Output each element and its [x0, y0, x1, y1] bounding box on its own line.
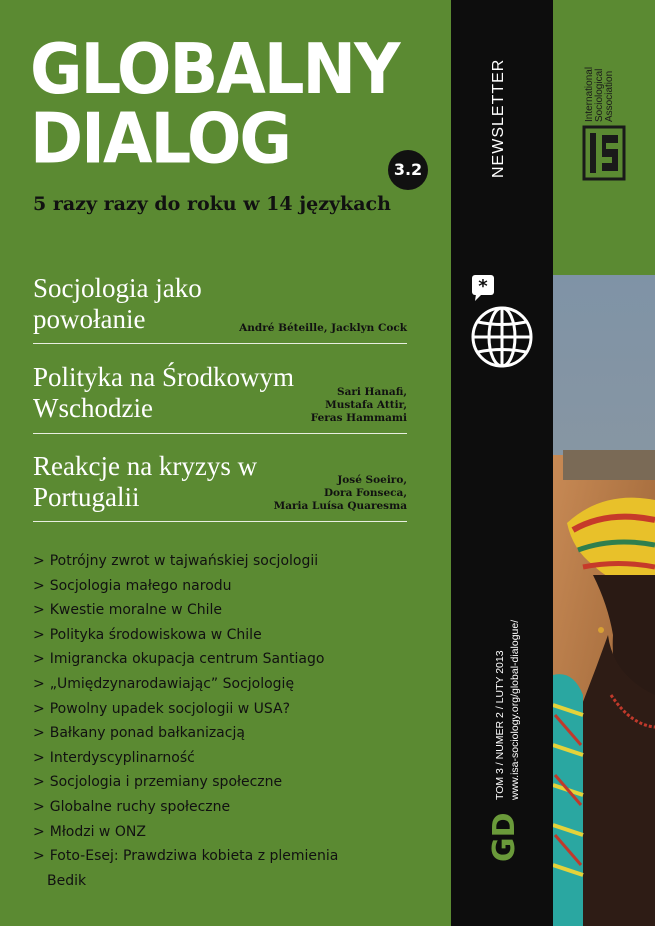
toc-marker: > — [33, 848, 45, 865]
toc-marker: > — [33, 553, 45, 569]
toc-marker: > — [33, 700, 45, 717]
isa-logo — [582, 125, 626, 181]
author-line: José Soeiro, — [337, 474, 407, 486]
masthead-line-2: DIALOG — [30, 99, 290, 180]
toc-marker: > — [33, 651, 45, 668]
table-of-contents — [33, 549, 393, 893]
toc-marker: > — [33, 798, 45, 815]
feature-title: Polityka na Środkowym Wschodzie — [33, 362, 294, 423]
masthead-title — [30, 30, 399, 180]
toc-item-label: Bałkany ponad bałkanizacją — [49, 725, 245, 742]
toc-item[interactable] — [33, 770, 393, 795]
cover-photo — [553, 275, 655, 926]
toc-item[interactable] — [33, 820, 393, 845]
volume-info: TOM 3 / NUMER 2 / LUTY 2013 — [494, 650, 506, 800]
toc-marker: > — [33, 725, 45, 742]
svg-text:*: * — [478, 276, 488, 297]
toc-item-label: Foto-Esej: Prawdziwa kobieta z plemienia Bedik — [47, 848, 339, 889]
issue-badge: 3.2 — [388, 150, 428, 190]
website-link[interactable]: www.isa-sociology.org/global-dialogue/ — [509, 619, 521, 800]
toc-item-label: Młodzi w ONZ — [49, 823, 146, 840]
feature-authors — [274, 474, 407, 513]
speech-bubble-icon — [472, 275, 494, 301]
feature-title: Socjologia jako powołanie — [33, 273, 202, 334]
author-line: Mustafa Attir, — [325, 399, 407, 411]
gd-mark: GD — [487, 812, 522, 862]
author-line: Feras Hammami — [310, 412, 407, 424]
author-line: Dora Fonseca, — [323, 487, 407, 499]
isa-name-line: Association — [604, 70, 615, 122]
toc-item-label: Interdyscyplinarność — [49, 749, 195, 766]
toc-item-label: Socjologia i przemiany społeczne — [49, 774, 283, 791]
isa-name-line: Sociological — [594, 68, 605, 122]
masthead-line-1: GLOBALNY — [30, 30, 399, 111]
toc-item[interactable] — [33, 647, 393, 672]
feature-authors — [239, 322, 407, 335]
toc-marker: > — [33, 774, 45, 791]
toc-item[interactable] — [33, 746, 393, 771]
toc-item[interactable] — [33, 844, 373, 893]
toc-item-label: „Umiędzynarodawiając” Socjologię — [49, 675, 295, 692]
toc-marker: > — [33, 602, 45, 619]
toc-item-label: Polityka środowiskowa w Chile — [49, 626, 262, 643]
toc-item[interactable] — [33, 795, 393, 820]
feature-title: Reakcje na kryzys w Portugalii — [33, 451, 258, 512]
toc-item-label: Potrójny zwrot w tajwańskiej socjologii — [49, 553, 319, 569]
toc-marker: > — [33, 626, 45, 643]
toc-marker: > — [33, 749, 45, 766]
feature-article-3[interactable] — [33, 451, 407, 522]
feature-article-2[interactable] — [33, 362, 407, 434]
toc-item[interactable] — [33, 623, 393, 648]
toc-item[interactable] — [33, 672, 393, 697]
toc-item[interactable] — [33, 574, 393, 599]
masthead-subtitle: 5 razy razy do roku w 14 językach — [33, 193, 391, 215]
feature-authors — [311, 386, 407, 425]
toc-item-label: Socjologia małego narodu — [49, 577, 232, 594]
toc-item-label: Kwestie moralne w Chile — [49, 602, 223, 619]
toc-marker: > — [33, 823, 45, 840]
isa-name-line: International — [584, 66, 595, 122]
author-line: André Béteille, Jacklyn Cock — [239, 322, 407, 334]
author-line: Sari Hanafi, — [336, 386, 407, 398]
toc-item[interactable] — [33, 721, 393, 746]
toc-item[interactable] — [33, 549, 393, 574]
toc-item-label: Imigrancka okupacja centrum Santiago — [49, 651, 325, 668]
toc-item-label: Globalne ruchy społeczne — [49, 798, 231, 815]
newsletter-label: NEWSLETTER — [490, 58, 507, 178]
toc-item[interactable] — [33, 598, 393, 623]
toc-marker: > — [33, 577, 45, 594]
toc-item[interactable] — [33, 697, 393, 722]
globe-icon — [462, 274, 538, 370]
toc-marker: > — [33, 675, 45, 692]
author-line: Maria Luísa Quaresma — [273, 500, 407, 512]
toc-item-label: Powolny upadek socjologii w USA? — [49, 700, 291, 717]
isa-name — [585, 67, 615, 122]
feature-article-1[interactable] — [33, 273, 407, 344]
